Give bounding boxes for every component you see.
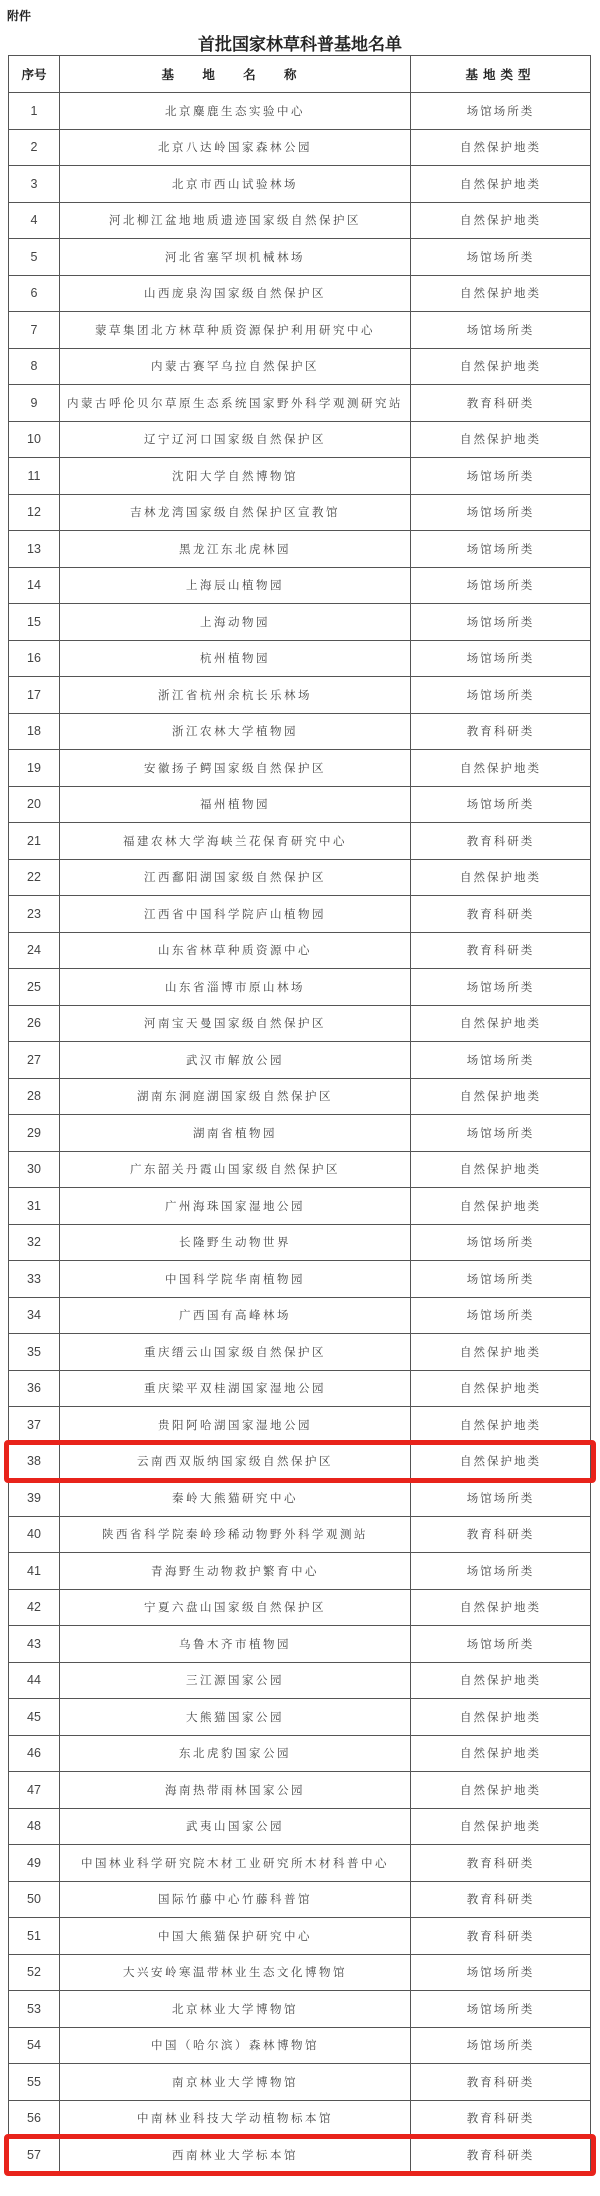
row-base-name: 蒙草集团北方林草种质资源保护利用研究中心 (60, 312, 411, 349)
row-base-name: 山东省林草种质资源中心 (60, 932, 411, 969)
row-base-type: 教育科研类 (411, 823, 591, 860)
row-serial-number: 51 (9, 1918, 60, 1955)
row-serial-number: 46 (9, 1735, 60, 1772)
table-row (9, 2137, 591, 2174)
table-row (9, 750, 591, 787)
row-serial-number: 7 (9, 312, 60, 349)
table-body (9, 93, 591, 2174)
row-serial-number: 27 (9, 1042, 60, 1079)
row-serial-number: 44 (9, 1662, 60, 1699)
row-base-type: 场馆场所类 (411, 2027, 591, 2064)
row-serial-number: 13 (9, 531, 60, 568)
table-row (9, 1699, 591, 1736)
row-serial-number: 8 (9, 348, 60, 385)
row-base-name: 山东省淄博市原山林场 (60, 969, 411, 1006)
row-base-name: 青海野生动物救护繁育中心 (60, 1553, 411, 1590)
row-base-type: 场馆场所类 (411, 1626, 591, 1663)
row-base-name: 东北虎豹国家公园 (60, 1735, 411, 1772)
row-base-type: 教育科研类 (411, 932, 591, 969)
row-base-type: 场馆场所类 (411, 786, 591, 823)
row-serial-number: 4 (9, 202, 60, 239)
row-serial-number: 40 (9, 1516, 60, 1553)
table-row (9, 458, 591, 495)
row-base-name: 重庆缙云山国家级自然保护区 (60, 1334, 411, 1371)
row-base-name: 山西庞泉沟国家级自然保护区 (60, 275, 411, 312)
row-base-type: 自然保护地类 (411, 129, 591, 166)
table-row (9, 1151, 591, 1188)
row-serial-number: 42 (9, 1589, 60, 1626)
row-base-type: 自然保护地类 (411, 348, 591, 385)
row-serial-number: 53 (9, 1991, 60, 2028)
table-row (9, 1845, 591, 1882)
row-base-name: 云南西双版纳国家级自然保护区 (60, 1443, 411, 1480)
row-base-name: 浙江省杭州余杭长乐林场 (60, 677, 411, 714)
row-serial-number: 55 (9, 2064, 60, 2101)
row-base-name: 江西省中国科学院庐山植物园 (60, 896, 411, 933)
row-base-name: 中国林业科学研究院木材工业研究所木材科普中心 (60, 1845, 411, 1882)
row-base-type: 教育科研类 (411, 713, 591, 750)
row-serial-number: 26 (9, 1005, 60, 1042)
table-row (9, 1954, 591, 1991)
table-row (9, 1808, 591, 1845)
row-base-type: 场馆场所类 (411, 458, 591, 495)
row-serial-number: 52 (9, 1954, 60, 1991)
attachment-label: 附件 (7, 9, 32, 23)
row-serial-number: 43 (9, 1626, 60, 1663)
row-serial-number: 25 (9, 969, 60, 1006)
row-serial-number: 17 (9, 677, 60, 714)
row-serial-number: 37 (9, 1407, 60, 1444)
row-base-type: 自然保护地类 (411, 1334, 591, 1371)
table-row (9, 1261, 591, 1298)
row-serial-number: 24 (9, 932, 60, 969)
row-base-type: 教育科研类 (411, 2100, 591, 2137)
row-base-name: 中南林业科技大学动植物标本馆 (60, 2100, 411, 2137)
row-base-name: 北京林业大学博物馆 (60, 1991, 411, 2028)
row-base-name: 西南林业大学标本馆 (60, 2137, 411, 2174)
row-base-type: 自然保护地类 (411, 1407, 591, 1444)
table-row (9, 202, 591, 239)
table-row (9, 1334, 591, 1371)
row-base-name: 北京麋鹿生态实验中心 (60, 93, 411, 130)
row-base-type: 自然保护地类 (411, 1151, 591, 1188)
row-base-name: 内蒙古赛罕乌拉自然保护区 (60, 348, 411, 385)
table-row (9, 275, 591, 312)
row-serial-number: 48 (9, 1808, 60, 1845)
row-base-name: 秦岭大熊猫研究中心 (60, 1480, 411, 1517)
row-base-type: 自然保护地类 (411, 1005, 591, 1042)
row-base-name: 大兴安岭寒温带林业生态文化博物馆 (60, 1954, 411, 1991)
row-base-type: 场馆场所类 (411, 567, 591, 604)
row-base-name: 广西国有高峰林场 (60, 1297, 411, 1334)
row-base-name: 吉林龙湾国家级自然保护区宣教馆 (60, 494, 411, 531)
table-row (9, 129, 591, 166)
table-row (9, 1370, 591, 1407)
row-serial-number: 1 (9, 93, 60, 130)
table-row (9, 531, 591, 568)
row-base-name: 南京林业大学博物馆 (60, 2064, 411, 2101)
row-base-type: 场馆场所类 (411, 1553, 591, 1590)
row-serial-number: 56 (9, 2100, 60, 2137)
row-base-type: 场馆场所类 (411, 604, 591, 641)
row-serial-number: 2 (9, 129, 60, 166)
row-serial-number: 5 (9, 239, 60, 276)
table-row (9, 1115, 591, 1152)
row-base-name: 上海辰山植物园 (60, 567, 411, 604)
table-row (9, 312, 591, 349)
row-base-name: 黑龙江东北虎林园 (60, 531, 411, 568)
row-base-type: 场馆场所类 (411, 531, 591, 568)
row-serial-number: 50 (9, 1881, 60, 1918)
row-base-type: 场馆场所类 (411, 969, 591, 1006)
row-base-type: 教育科研类 (411, 1845, 591, 1882)
row-serial-number: 19 (9, 750, 60, 787)
row-serial-number: 10 (9, 421, 60, 458)
row-serial-number: 54 (9, 2027, 60, 2064)
table-row (9, 239, 591, 276)
row-serial-number: 16 (9, 640, 60, 677)
table-row (9, 166, 591, 203)
table-row (9, 1297, 591, 1334)
document-title: 首批国家林草科普基地名单 (198, 35, 402, 55)
row-serial-number: 6 (9, 275, 60, 312)
row-base-name: 国际竹藤中心竹藤科普馆 (60, 1881, 411, 1918)
row-base-name: 重庆梁平双桂湖国家湿地公园 (60, 1370, 411, 1407)
row-base-type: 教育科研类 (411, 1918, 591, 1955)
row-serial-number: 47 (9, 1772, 60, 1809)
row-serial-number: 12 (9, 494, 60, 531)
row-base-type: 场馆场所类 (411, 1042, 591, 1079)
row-base-name: 大熊猫国家公园 (60, 1699, 411, 1736)
table-row (9, 1188, 591, 1225)
row-serial-number: 23 (9, 896, 60, 933)
table-row (9, 1626, 591, 1663)
row-serial-number: 45 (9, 1699, 60, 1736)
table-row (9, 896, 591, 933)
table-row (9, 859, 591, 896)
row-base-name: 武夷山国家公园 (60, 1808, 411, 1845)
row-serial-number: 36 (9, 1370, 60, 1407)
table-row (9, 93, 591, 130)
row-serial-number: 33 (9, 1261, 60, 1298)
table-row (9, 2100, 591, 2137)
row-base-type: 自然保护地类 (411, 1370, 591, 1407)
row-base-name: 北京八达岭国家森林公园 (60, 129, 411, 166)
row-serial-number: 39 (9, 1480, 60, 1517)
row-base-type: 自然保护地类 (411, 275, 591, 312)
row-base-name: 福州植物园 (60, 786, 411, 823)
row-serial-number: 32 (9, 1224, 60, 1261)
table-row (9, 1224, 591, 1261)
row-base-name: 长隆野生动物世界 (60, 1224, 411, 1261)
row-base-name: 河南宝天曼国家级自然保护区 (60, 1005, 411, 1042)
table-row (9, 1407, 591, 1444)
table-row (9, 494, 591, 531)
table-row (9, 604, 591, 641)
row-serial-number: 20 (9, 786, 60, 823)
header-serial-number: 序号 (9, 56, 60, 93)
row-serial-number: 30 (9, 1151, 60, 1188)
row-base-name: 安徽扬子鳄国家级自然保护区 (60, 750, 411, 787)
row-base-name: 广州海珠国家湿地公园 (60, 1188, 411, 1225)
row-serial-number: 35 (9, 1334, 60, 1371)
row-base-type: 自然保护地类 (411, 421, 591, 458)
row-base-type: 教育科研类 (411, 2137, 591, 2174)
row-serial-number: 41 (9, 1553, 60, 1590)
table-row (9, 2064, 591, 2101)
row-base-name: 上海动物园 (60, 604, 411, 641)
row-serial-number: 31 (9, 1188, 60, 1225)
table-row (9, 1078, 591, 1115)
row-base-type: 自然保护地类 (411, 1662, 591, 1699)
row-base-type: 自然保护地类 (411, 1188, 591, 1225)
row-base-type: 场馆场所类 (411, 312, 591, 349)
table-row (9, 932, 591, 969)
table-row (9, 348, 591, 385)
row-base-name: 湖南东洞庭湖国家级自然保护区 (60, 1078, 411, 1115)
row-base-name: 中国科学院华南植物园 (60, 1261, 411, 1298)
table-row (9, 713, 591, 750)
row-base-type: 教育科研类 (411, 1516, 591, 1553)
row-base-name: 沈阳大学自然博物馆 (60, 458, 411, 495)
row-base-name: 宁夏六盘山国家级自然保护区 (60, 1589, 411, 1626)
table-header-row (9, 56, 591, 93)
row-base-type: 场馆场所类 (411, 677, 591, 714)
table-row (9, 1042, 591, 1079)
table-row (9, 1881, 591, 1918)
table-row (9, 1662, 591, 1699)
row-base-type: 场馆场所类 (411, 239, 591, 276)
row-base-name: 武汉市解放公园 (60, 1042, 411, 1079)
row-base-name: 中国大熊猫保护研究中心 (60, 1918, 411, 1955)
row-serial-number: 3 (9, 166, 60, 203)
table-row (9, 786, 591, 823)
row-base-type: 场馆场所类 (411, 1115, 591, 1152)
table-row (9, 1553, 591, 1590)
base-list-table (8, 55, 591, 2174)
row-base-name: 乌鲁木齐市植物园 (60, 1626, 411, 1663)
table-row (9, 823, 591, 860)
table-row (9, 2027, 591, 2064)
row-serial-number: 14 (9, 567, 60, 604)
row-serial-number: 38 (9, 1443, 60, 1480)
table-row (9, 1005, 591, 1042)
row-base-type: 自然保护地类 (411, 1808, 591, 1845)
row-serial-number: 11 (9, 458, 60, 495)
row-base-type: 场馆场所类 (411, 1224, 591, 1261)
row-base-type: 教育科研类 (411, 896, 591, 933)
table-row (9, 1991, 591, 2028)
row-base-type: 教育科研类 (411, 2064, 591, 2101)
row-base-name: 北京市西山试验林场 (60, 166, 411, 203)
row-base-type: 场馆场所类 (411, 93, 591, 130)
table-row (9, 421, 591, 458)
table-row (9, 1772, 591, 1809)
row-serial-number: 34 (9, 1297, 60, 1334)
row-base-name: 内蒙古呼伦贝尔草原生态系统国家野外科学观测研究站 (60, 385, 411, 422)
row-serial-number: 9 (9, 385, 60, 422)
row-base-name: 中国（哈尔滨）森林博物馆 (60, 2027, 411, 2064)
row-serial-number: 57 (9, 2137, 60, 2174)
row-base-type: 自然保护地类 (411, 202, 591, 239)
row-base-type: 自然保护地类 (411, 1735, 591, 1772)
row-serial-number: 28 (9, 1078, 60, 1115)
row-base-type: 自然保护地类 (411, 1699, 591, 1736)
row-serial-number: 21 (9, 823, 60, 860)
table-row (9, 1918, 591, 1955)
row-base-type: 自然保护地类 (411, 1078, 591, 1115)
row-base-name: 福建农林大学海峡兰花保育研究中心 (60, 823, 411, 860)
row-base-name: 海南热带雨林国家公园 (60, 1772, 411, 1809)
table-row (9, 969, 591, 1006)
row-base-type: 场馆场所类 (411, 494, 591, 531)
table-row (9, 385, 591, 422)
row-base-type: 场馆场所类 (411, 1991, 591, 2028)
row-serial-number: 29 (9, 1115, 60, 1152)
row-base-name: 三江源国家公园 (60, 1662, 411, 1699)
row-base-type: 教育科研类 (411, 1881, 591, 1918)
row-serial-number: 22 (9, 859, 60, 896)
table-row (9, 1735, 591, 1772)
row-base-name: 河北柳江盆地地质遗迹国家级自然保护区 (60, 202, 411, 239)
row-base-name: 辽宁辽河口国家级自然保护区 (60, 421, 411, 458)
table-row (9, 1589, 591, 1626)
row-base-type: 自然保护地类 (411, 1772, 591, 1809)
table-row (9, 1443, 591, 1480)
row-base-type: 自然保护地类 (411, 166, 591, 203)
header-base-type: 基地类型 (411, 56, 591, 93)
row-base-name: 江西鄱阳湖国家级自然保护区 (60, 859, 411, 896)
row-base-name: 广东韶关丹霞山国家级自然保护区 (60, 1151, 411, 1188)
row-base-type: 场馆场所类 (411, 1480, 591, 1517)
row-base-type: 自然保护地类 (411, 1443, 591, 1480)
row-base-type: 场馆场所类 (411, 1297, 591, 1334)
row-base-name: 湖南省植物园 (60, 1115, 411, 1152)
row-base-type: 自然保护地类 (411, 750, 591, 787)
table-row (9, 1480, 591, 1517)
row-base-name: 河北省塞罕坝机械林场 (60, 239, 411, 276)
row-serial-number: 18 (9, 713, 60, 750)
table-row (9, 1516, 591, 1553)
row-base-type: 场馆场所类 (411, 1954, 591, 1991)
row-base-name: 浙江农林大学植物园 (60, 713, 411, 750)
row-base-type: 场馆场所类 (411, 1261, 591, 1298)
row-base-name: 杭州植物园 (60, 640, 411, 677)
row-serial-number: 15 (9, 604, 60, 641)
table-row (9, 640, 591, 677)
row-base-type: 自然保护地类 (411, 859, 591, 896)
table-row (9, 567, 591, 604)
row-base-name: 贵阳阿哈湖国家湿地公园 (60, 1407, 411, 1444)
row-base-type: 教育科研类 (411, 385, 591, 422)
header-base-name: 基 地 名 称 (60, 56, 411, 93)
row-serial-number: 49 (9, 1845, 60, 1882)
row-base-type: 自然保护地类 (411, 1589, 591, 1626)
row-base-name: 陕西省科学院秦岭珍稀动物野外科学观测站 (60, 1516, 411, 1553)
table-row (9, 677, 591, 714)
row-base-type: 场馆场所类 (411, 640, 591, 677)
